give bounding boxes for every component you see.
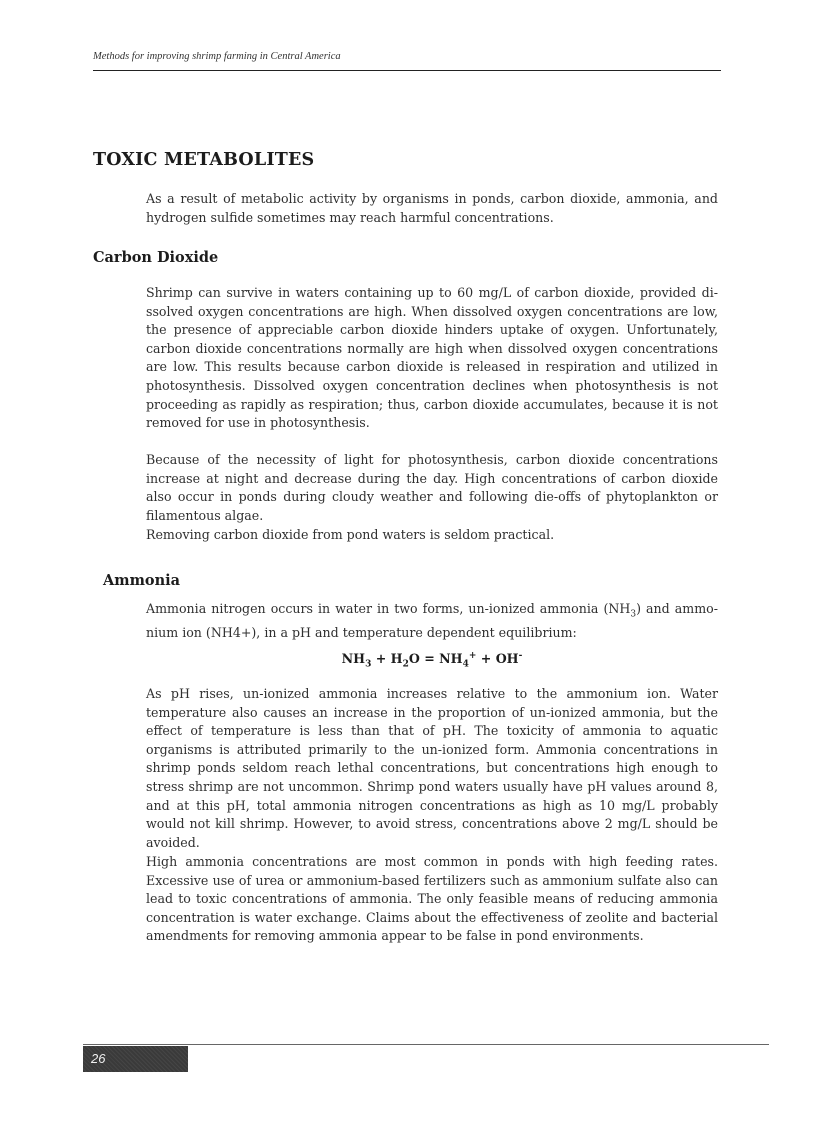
running-header: Methods for improving shrimp farming in Central America [93,51,341,62]
carbon-dioxide-paragraph-1: Shrimp can survive in waters containing up to 60 mg/L of carbon dioxide, provided dissolved oxygen concentrations are high. When dissolved oxygen concentrations are low, the presence of appreciable carbon dioxide hinders uptake of oxygen. Unfortunately, carbon dioxide concentrations normally are high when dissolved oxygen concentrations are low. This results because carbon dioxide is released in respiration and utilized in photosynthesis. Dissolved oxygen concentration declines when photosynthesis is not proceeding as rapidly as respiration; thus, carbon dioxide accumulates, because it is not removed for use in photosynthesis. [146,285,718,431]
carbon-dioxide-heading: Carbon Dioxide [93,249,219,266]
footer-rule [83,1044,769,1045]
section-title: TOXIC METABOLITES [93,150,315,170]
ammonia-heading: Ammonia [103,572,181,589]
ammonia-paragraph-2: High ammonia concentrations are most common in ponds with high feeding rates. Excessive use of urea or ammonium-based fertilizers such as ammonium sulfate also can lead to toxic concentrations of ammonia. The only feasible means of reducing ammonia concentration is water exchange. Claims about the effectiveness of zeolite and bacterial amendments for removing ammonia appear to be false in pond environments. [146,854,718,944]
header-rule [93,70,721,71]
ammonia-intro-paragraph: Ammonia nitrogen occurs in water in two forms, un-ionized ammonia $(NH_3)$ and ammonium ion (NH4+), in a pH and temperature dependent equilibrium: [146,601,718,641]
carbon-dioxide-paragraph-2: Because of the necessity of light for photosynthesis, carbon dioxide concentrations increase at night and decrease during the day. High concentrations of carbon dioxide also occur in ponds during cloudy weather and following die-offs of phytoplankton or filamentous algae. [146,452,718,523]
section-intro-paragraph: As a result of metabolic activity by organisms in ponds, carbon dioxide, ammonia, and hydrogen sulfide sometimes may reach harmful concentrations. [146,191,718,225]
page-number-box [83,1046,188,1072]
carbon-dioxide-paragraph-3: Removing carbon dioxide from pond waters is seldom practical. [146,527,555,542]
page-number: 26 [91,1051,106,1066]
ammonia-paragraph-1: As pH rises, un-ionized ammonia increases relative to the ammonium ion. Water temperature also causes an increase in the proportion of un-ionized ammonia, but the effect of temperature is less than that of pH. The toxicity of ammonia to aquatic organisms is attributed primarily to the un-ionized form. Ammonia concentrations in shrimp ponds seldom reach lethal concentrations, but concentrations high enough to stress shrimp are not uncommon. Shrimp pond waters usually have pH values around 8, and at this pH, total ammonia nitrogen concentrations as high as 10 mg/L probably would not kill shrimp. However, to avoid stress, concentrations above 2 mg/L should be avoided. [146,686,718,850]
ammonia-equilibrium-equation: $NH_3 + H_2O = NH_4^+ + OH^-$ [341,651,523,670]
